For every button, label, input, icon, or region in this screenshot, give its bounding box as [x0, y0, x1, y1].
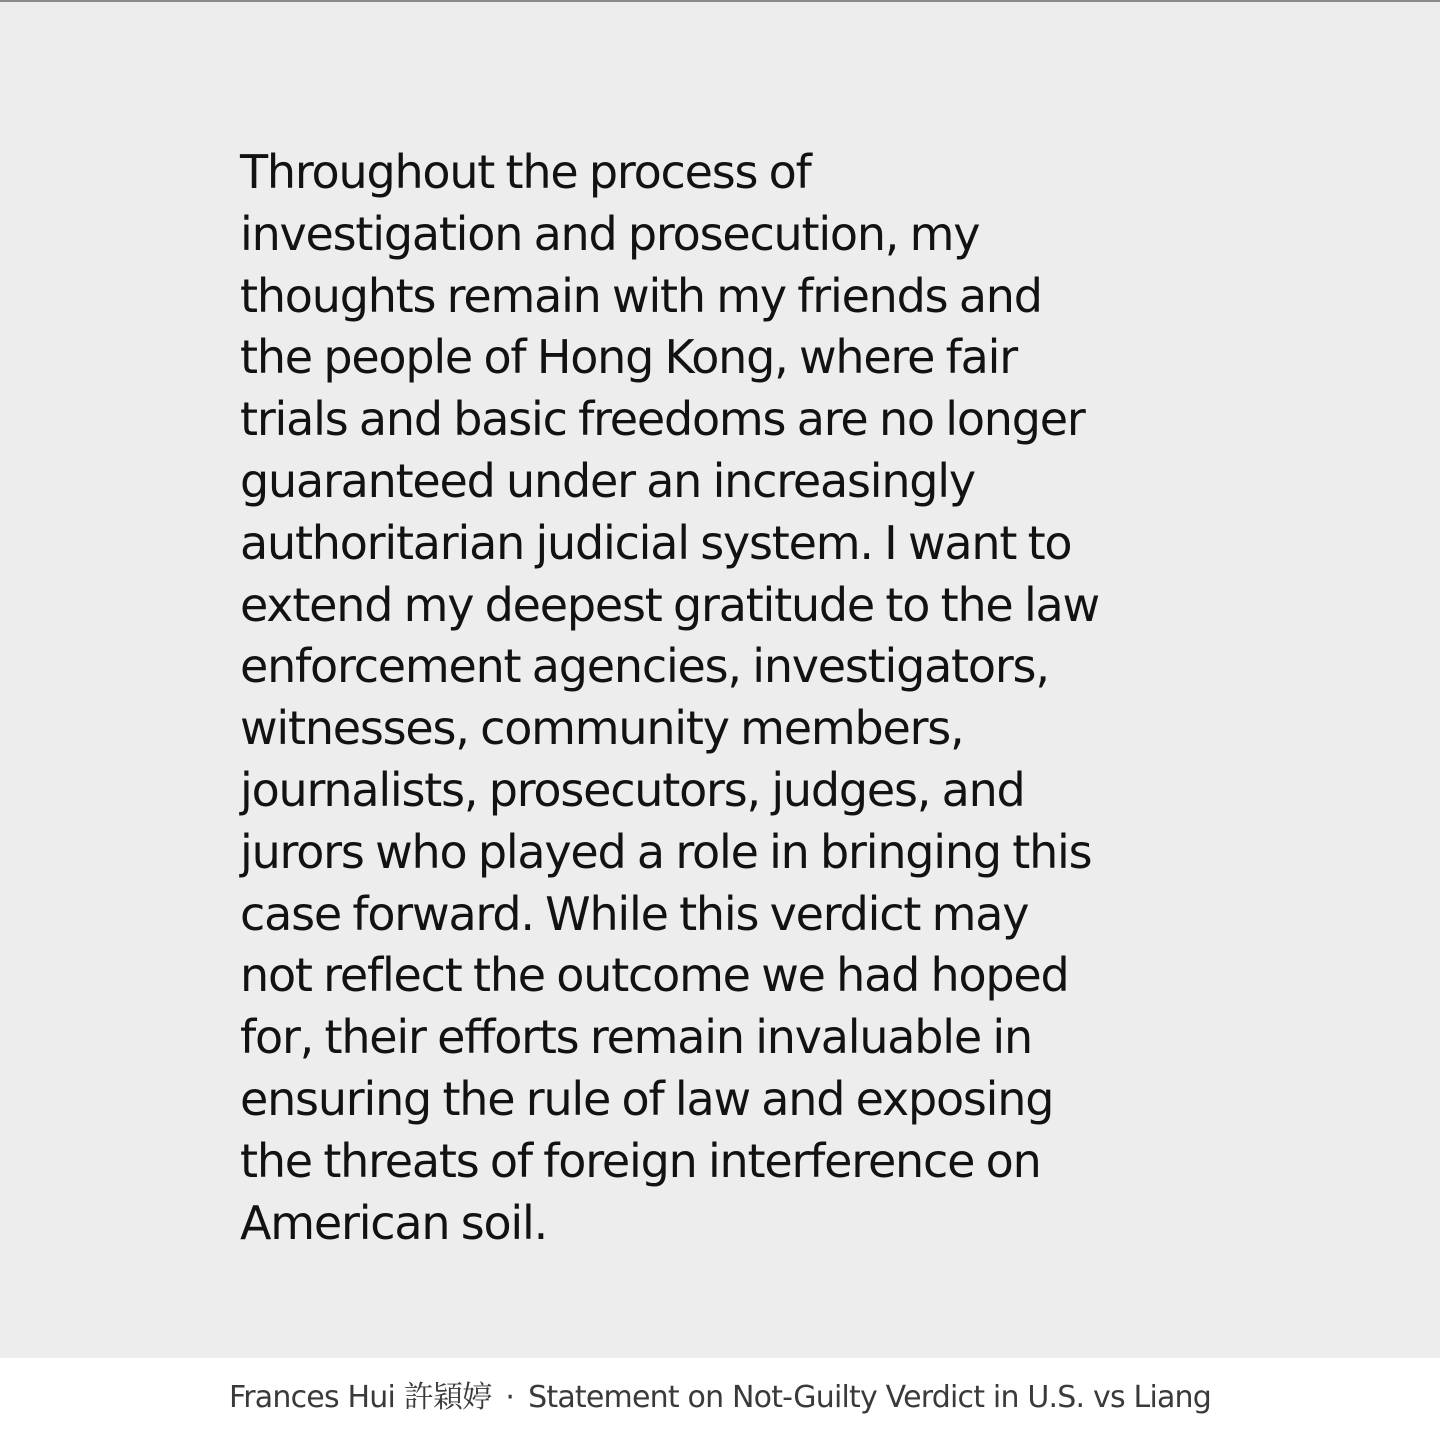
statement-line: authoritarian judicial system. I want to	[240, 515, 1072, 570]
footer-author: Frances Hui 許穎婷	[228, 1380, 492, 1415]
top-divider	[0, 0, 1440, 2]
footer-bar	[0, 1358, 1440, 1440]
footer-separator: ·	[505, 1380, 515, 1415]
footer-caption	[0, 1376, 1440, 1420]
statement-line: extend my deepest gratitude to the law	[240, 577, 1099, 632]
statement-line: enforcement agencies, investigators,	[240, 639, 1049, 694]
statement-text	[240, 142, 1230, 1254]
statement-line: case forward. While this verdict may	[240, 886, 1029, 941]
statement-line: American soil.	[240, 1195, 548, 1250]
statement-line: for, their efforts remain invaluable in	[240, 1010, 1032, 1065]
statement-line: Throughout the process of	[240, 145, 811, 199]
footer-title: Statement on Not-Guilty Verdict in U.S. vs Liang	[528, 1380, 1212, 1415]
statement-line: the threats of foreign interference on	[240, 1133, 1041, 1188]
statement-line: journalists, prosecutors, judges, and	[240, 762, 1025, 817]
statement-line: not reflect the outcome we had hoped	[240, 948, 1069, 1003]
statement-line: investigation and prosecution, my	[240, 206, 980, 261]
statement-line: ensuring the rule of law and exposing	[240, 1071, 1054, 1126]
statement-line: jurors who played a role in bringing this	[240, 824, 1092, 879]
statement-line: witnesses, community members,	[240, 701, 964, 756]
statement-line: thoughts remain with my friends and	[240, 268, 1042, 323]
statement-line: guaranteed under an increasingly	[240, 453, 975, 508]
statement-line: the people of Hong Kong, where fair	[240, 330, 1017, 385]
statement-line: trials and basic freedoms are no longer	[240, 392, 1085, 447]
